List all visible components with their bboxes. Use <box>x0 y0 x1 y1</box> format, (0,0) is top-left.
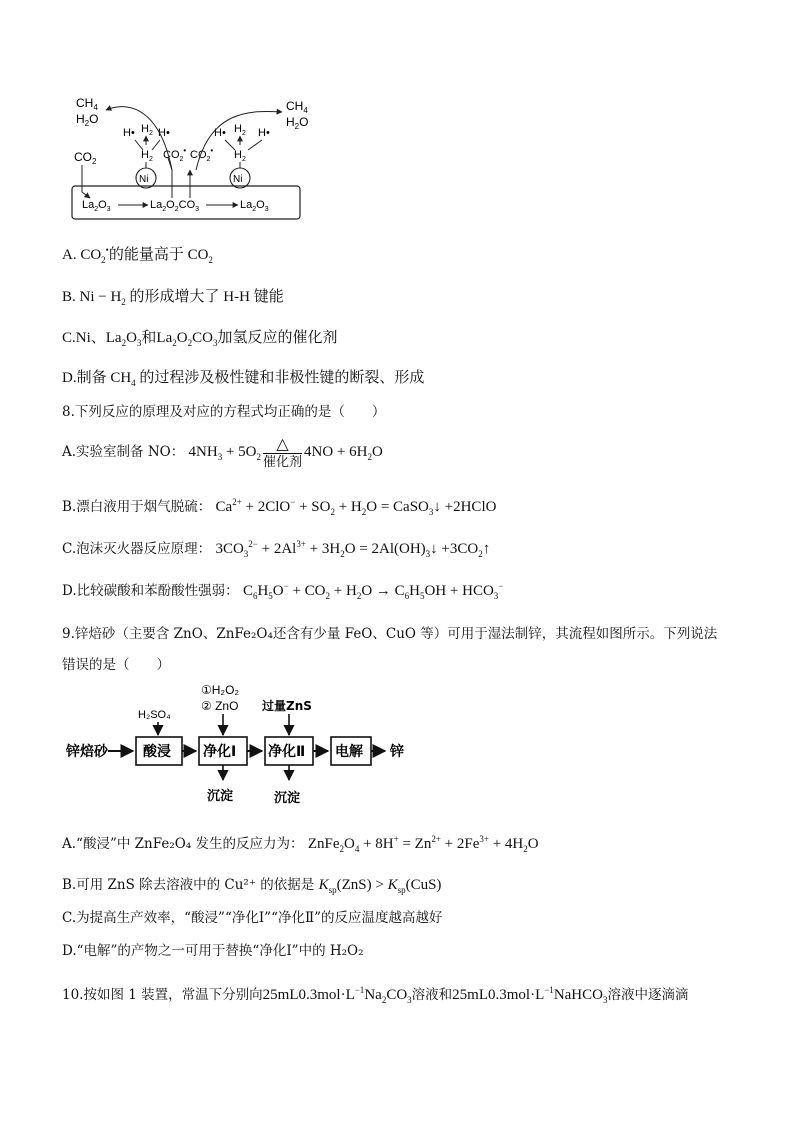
q10-stem-prefix: 10.按如图 1 装置，常温下分别向 <box>62 987 263 1003</box>
la2o2co3: $La_2O_2CO_3$ <box>150 199 200 213</box>
precipitate-1: 沉淀 <box>207 789 234 804</box>
la2o3-right: $La_2O_3$ <box>240 199 269 213</box>
flow-start: 锌焙砂 <box>66 744 108 760</box>
reagent-zno: ② ZnO <box>201 699 239 713</box>
q9-option-b: B.可用 ZnS 除去溶液中的 Cu²⁺ 的依据是 $K_{sp}(ZnS) > K_{sp}(CuS)$ <box>62 877 442 895</box>
h2o-right-label: $H_2O$ <box>286 115 309 131</box>
h-radical-4: H• <box>258 127 270 139</box>
q8-option-d: D.比较碳酸和苯酚酸性强弱： $C_6H_5O^- + CO_2 + H_2O \to C_6H_5OH + HCO_3^-$ <box>62 581 504 601</box>
catalysis-diagram <box>0 0 794 230</box>
q8-option-a: A.实验室制备 NO： $4NH_3 + 5O_2$ $\frac{\triangle}{\text{催化剂}}$ $4NO + 6H_2O$ <box>62 433 383 470</box>
ch4-left-label: $CH_4$ <box>76 96 98 112</box>
reaction-condition: $\frac{\triangle}{\text{催化剂}}$ <box>262 433 302 470</box>
q10-stem-mid: 溶液和 <box>411 987 453 1003</box>
q8-d-prefix: D.比较碳酸和苯酚酸性强弱： <box>62 583 239 599</box>
q9-option-d: D.“电解”的产物之一可用于替换“净化Ⅰ”中的 H₂O₂ <box>62 943 364 959</box>
q7-option-c: C.Ni、$La_2O_3$和$La_2O_2CO_3$加氢反应的催化剂 <box>62 330 338 348</box>
q7-option-a: A. $CO_2^•$的能量高于 $CO_2$ <box>62 245 213 265</box>
q8-option-c: C.泡沫灭火器反应原理： $3CO_3^{2-} + 2Al^{3+} + 3H_2O$ = $2Al(OH)_3↓$ $+3CO_2↑$ <box>62 539 491 559</box>
h-radical-2: H• <box>158 127 170 139</box>
ch4-right-label: $CH_4$ <box>286 99 308 115</box>
q9-option-a: A.“酸浸”中 ZnFe₂O₄ 发生的反应力为： $ZnFe_2O_4 + 8H^+ = Zn^{2+} + 2Fe^{3+} + 4H_2O$ <box>62 834 539 854</box>
q8-option-b: B.漂白液用于烟气脱硫： $Ca^{2+} + 2ClO^- + SO_2 + H_2O$ = CaSO$_3$↓ +2HClO <box>62 497 497 517</box>
h2-label-4: $H_2$ <box>234 149 246 163</box>
q9-a-prefix: A.“酸浸”中 ZnFe₂O₄ 发生的反应力为： <box>62 836 304 852</box>
q8-b-prefix: B.漂白液用于烟气脱硫： <box>62 499 212 515</box>
svg-text:酸浸: 酸浸 <box>143 744 171 760</box>
q9-b-prefix: B.可用 ZnS 除去溶液中的 Cu²⁺ 的依据是 <box>62 877 315 893</box>
h2-label-3: $H_2$ <box>234 123 246 137</box>
reagent-zns: 过量ZnS <box>262 699 312 713</box>
svg-text:Ni: Ni <box>139 174 149 185</box>
q8-stem: 8.下列反应的原理及对应的方程式均正确的是（ ） <box>62 404 386 420</box>
flow-end: 锌 <box>390 744 404 760</box>
q9-option-c: C.为提高生产效率，“酸浸”“净化Ⅰ”“净化Ⅱ”的反应温度越高越好 <box>62 910 443 926</box>
h2o-left-label: $H_2O$ <box>76 112 99 128</box>
q7-option-b: B. $Ni - H_2$ 的形成增大了 H-H 键能 <box>62 289 284 307</box>
la2o3-left: $La_2O_3$ <box>82 199 111 213</box>
h-radical-3: H• <box>214 127 226 139</box>
svg-text:电解: 电解 <box>335 744 363 760</box>
reagent-h2o2: ①H₂O₂ <box>201 683 240 697</box>
co2-radical-2: $CO_2^•$ <box>190 146 214 163</box>
q9-stem-line2: 错误的是（ ） <box>62 657 170 673</box>
svg-text:Ni: Ni <box>233 174 243 185</box>
h2-label-2: $H_2$ <box>141 149 153 163</box>
q8-a-prefix: A.实验室制备 NO： <box>62 444 185 460</box>
h2-label-1: $H_2$ <box>141 123 153 137</box>
svg-text:净化Ⅰ: 净化Ⅰ <box>203 744 237 760</box>
co2-radical-1: $CO_2^•$ <box>163 146 187 163</box>
q8-c-prefix: C.泡沫灭火器反应原理： <box>62 541 212 557</box>
q9-stem-line1: 9.锌焙砂（主要含 ZnO、ZnFe₂O₄还含有少量 FeO、CuO 等）可用于湿法制锌，其流程如图所示。下列说法 <box>62 626 718 642</box>
h-radical-1: H• <box>123 127 135 139</box>
co2-left-label: $CO_2$ <box>74 150 97 166</box>
q10-stem-suffix: 溶液中逐滴滴 <box>607 987 689 1003</box>
precipitate-2: 沉淀 <box>274 791 301 806</box>
q7-option-d: D.制备 $CH_4$ 的过程涉及极性键和非极性键的断裂、形成 <box>62 370 425 388</box>
reagent-h2so4: H₂SO₄ <box>138 709 171 721</box>
zinc-flow-diagram <box>0 680 794 820</box>
svg-text:净化Ⅱ: 净化Ⅱ <box>268 744 306 760</box>
q10-stem: 10.按如图 1 装置，常温下分别向$25mL0.3mol\cdot L^{-1}Na_2CO_3$溶液和$25mL0.3mol\cdot L^{-1}NaHCO_3$溶液中逐滴滴 <box>62 985 689 1005</box>
